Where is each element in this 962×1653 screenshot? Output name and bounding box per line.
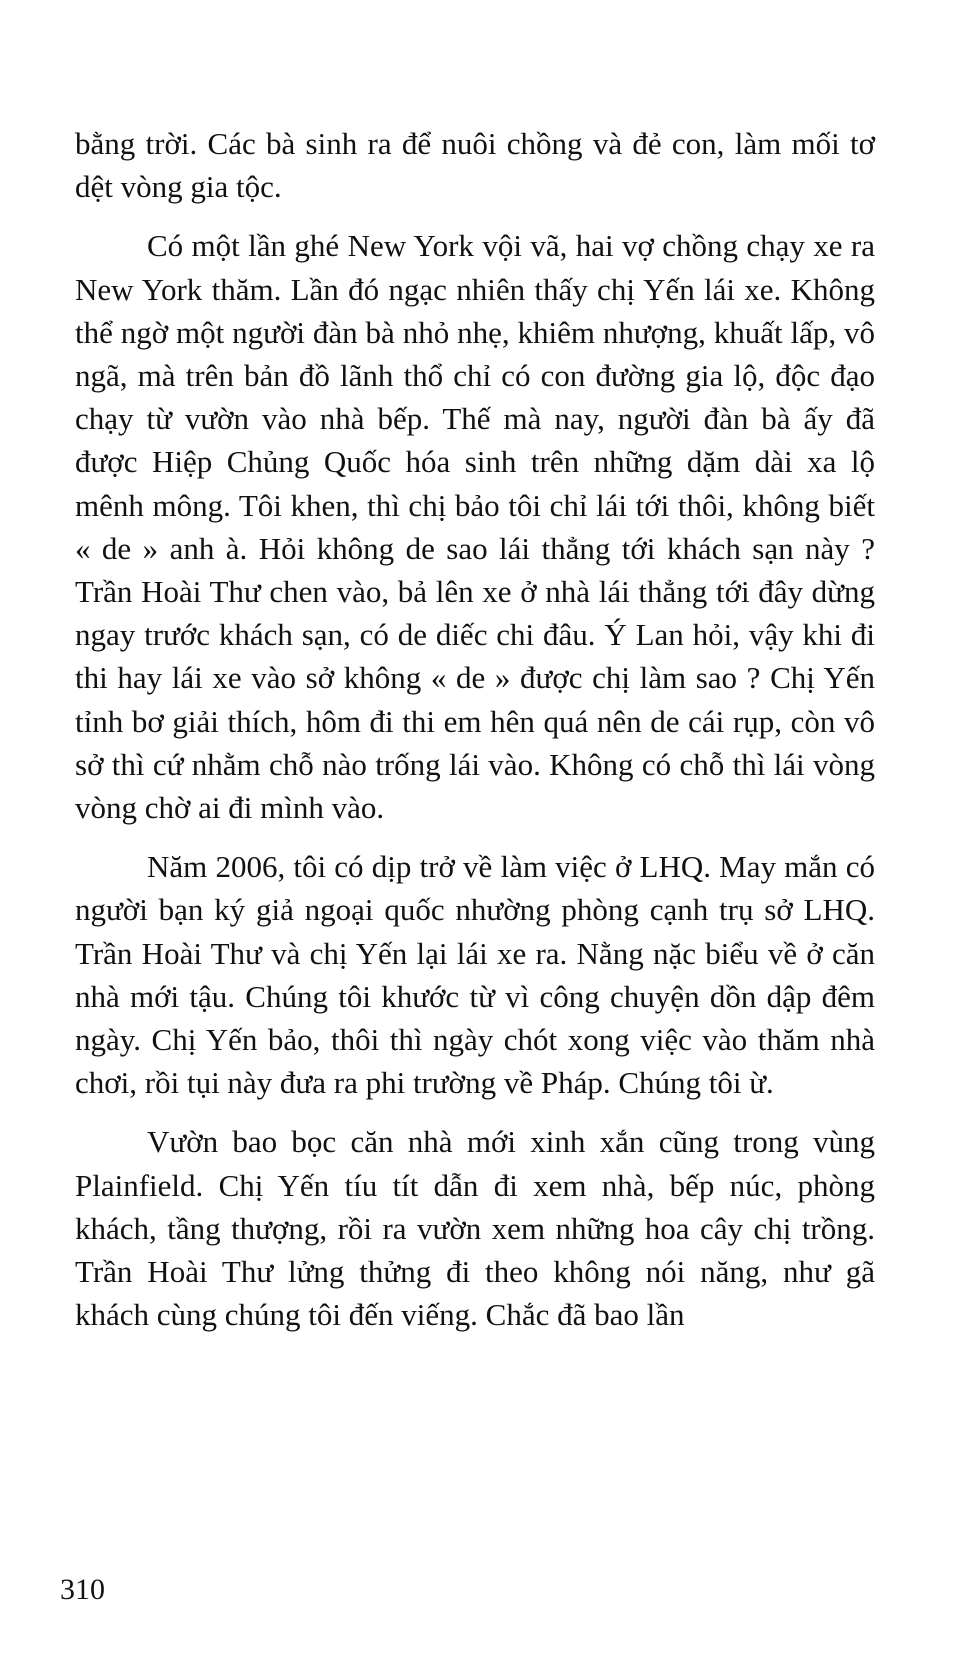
page-number: 310 bbox=[60, 1573, 105, 1606]
paragraph-2: Có một lần ghé New York vội vã, hai vợ chồng chạy xe ra New York thăm. Lần đó ngạc nhiên thấy chị Yến lái xe. Không thể ngờ một người đàn bà nhỏ nhẹ, khiêm nhượng, khuất lấp, vô ngã, mà trên bản đồ lãnh thổ chỉ có con đường gia lộ, độc đạo chạy từ vườn vào nhà bếp. Thế mà nay, người đàn bà ấy đã được Hiệp Chủng Quốc hóa sinh trên những dặm dài xa lộ mênh mông. Tôi khen, thì chị bảo tôi chỉ lái tới thôi, không biết « de » anh à. Hỏi không de sao lái thẳng tới khách sạn này ? Trần Hoài Thư chen vào, bả lên xe ở nhà lái thẳng tới đây dừng ngay trước khách sạn, có de diếc chi đâu. Ý Lan hỏi, vậy khi đi thi hay lái xe vào sở không « de » được chị làm sao ? Chị Yến tỉnh bơ giải thích, hôm đi thi em hên quá nên de cái rụp, còn vô sở thì cứ nhằm chỗ nào trống lái vào. Không có chỗ thì lái vòng vòng chờ ai đi mình vào. bbox=[75, 228, 875, 826]
paragraph-1: bằng trời. Các bà sinh ra để nuôi chồng và đẻ con, làm mối tơ dệt vòng gia tộc. bbox=[75, 126, 875, 205]
paragraph-4: Vườn bao bọc căn nhà mới xinh xắn cũng trong vùng Plainfield. Chị Yến tíu tít dẫn đi xem nhà, bếp núc, phòng khách, tầng thượng, rồi ra vườn xem những hoa cây chị trồng. Trần Hoài Thư lửng thửng đi theo không nói năng, như gã khách cùng chúng tôi đến viếng. Chắc đã bao lần bbox=[75, 1124, 875, 1333]
paragraph-3: Năm 2006, tôi có dịp trở về làm việc ở LHQ. May mắn có người bạn ký giả ngoại quốc nhường phòng cạnh trụ sở LHQ. Trần Hoài Thư và chị Yến lại lái xe ra. Nằng nặc biểu về ở căn nhà mới tậu. Chúng tôi khước từ vì công chuyện dồn dập đêm ngày. Chị Yến bảo, thôi thì ngày chót xong việc vào thăm nhà chơi, rồi tụi này đưa ra phi trường về Pháp. Chúng tôi ừ. bbox=[75, 849, 875, 1101]
body-text bbox=[75, 122, 875, 1352]
